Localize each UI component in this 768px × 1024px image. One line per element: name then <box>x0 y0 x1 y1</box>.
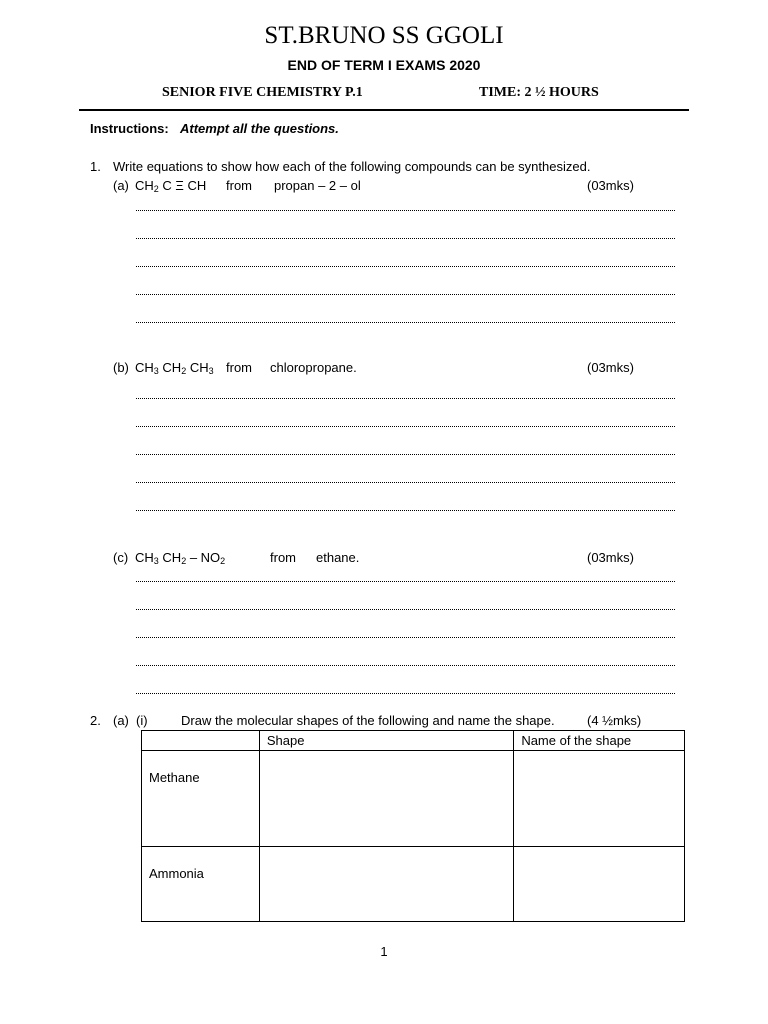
question-number: 2. <box>90 713 101 728</box>
compound-formula: $CH_3$ $CH_2$ $CH_3$ <box>135 360 214 376</box>
page-number: 1 <box>380 944 388 959</box>
part-label: (a) <box>113 713 129 728</box>
source-compound: propan – 2 – ol <box>274 178 361 193</box>
marks: (03mks) <box>587 360 634 375</box>
question-text: Write equations to show how each of the following compounds can be synthesized. <box>113 159 591 174</box>
part-label: (c) <box>113 550 129 565</box>
subject-title: SENIOR FIVE CHEMISTRY P.1 <box>162 85 363 100</box>
answer-line[interactable] <box>136 665 675 666</box>
table-header-name: Name of the shape <box>514 731 685 751</box>
answer-line[interactable] <box>136 294 675 295</box>
row-label-ammonia: Ammonia <box>142 847 260 922</box>
from-word: from <box>226 178 252 193</box>
school-name: ST.BRUNO SS GGOLI <box>264 22 504 49</box>
table-row <box>142 751 685 847</box>
from-word: from <box>270 550 296 565</box>
shapes-table <box>141 730 685 922</box>
answer-line[interactable] <box>136 426 675 427</box>
table-header-shape: Shape <box>259 731 513 751</box>
answer-line[interactable] <box>136 693 675 694</box>
table-header-row <box>142 731 685 751</box>
answer-line[interactable] <box>136 510 675 511</box>
subpart-label: (i) <box>136 713 148 728</box>
part-label: (a) <box>113 178 129 193</box>
shape-answer-cell[interactable] <box>259 751 513 847</box>
answer-line[interactable] <box>136 210 675 211</box>
table-header-blank <box>142 731 260 751</box>
instructions-label: Instructions: <box>90 121 169 136</box>
compound-formula: $CH_2$ C Ξ CH <box>135 178 207 194</box>
question-text: Draw the molecular shapes of the following and name the shape. <box>181 713 555 728</box>
answer-line[interactable] <box>136 398 675 399</box>
answer-line[interactable] <box>136 482 675 483</box>
part-label: (b) <box>113 360 129 375</box>
marks: (03mks) <box>587 178 634 193</box>
question-number: 1. <box>90 159 101 174</box>
answer-line[interactable] <box>136 637 675 638</box>
source-compound: chloropropane. <box>270 360 357 375</box>
source-compound: ethane. <box>316 550 360 565</box>
answer-line[interactable] <box>136 322 675 323</box>
shape-name-answer-cell[interactable] <box>514 751 685 847</box>
exam-title: END OF TERM I EXAMS 2020 <box>287 57 481 73</box>
row-label-methane: Methane <box>142 751 260 847</box>
from-word: from <box>226 360 252 375</box>
answer-line[interactable] <box>136 238 675 239</box>
answer-line[interactable] <box>136 266 675 267</box>
shape-name-answer-cell[interactable] <box>514 847 685 922</box>
compound-formula: $CH_3$ $CH_2 - NO_2$ <box>135 550 226 566</box>
marks: (4 ½mks) <box>587 713 642 728</box>
shape-answer-cell[interactable] <box>259 847 513 922</box>
exam-duration: TIME: 2 ½ HOURS <box>479 85 599 100</box>
answer-line[interactable] <box>136 454 675 455</box>
answer-line[interactable] <box>136 581 675 582</box>
table-row <box>142 847 685 922</box>
instructions-text: Attempt all the questions. <box>180 121 339 136</box>
header-rule <box>79 109 689 111</box>
answer-line[interactable] <box>136 609 675 610</box>
marks: (03mks) <box>587 550 634 565</box>
